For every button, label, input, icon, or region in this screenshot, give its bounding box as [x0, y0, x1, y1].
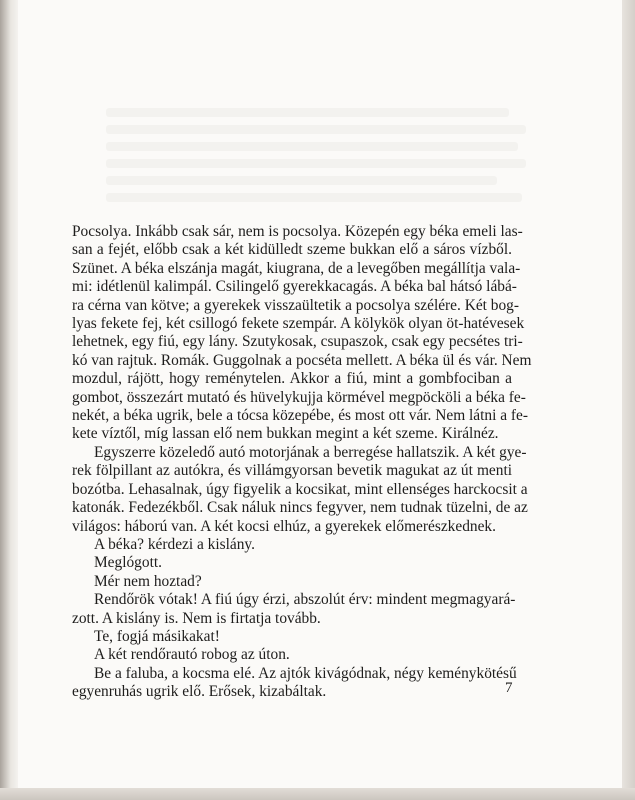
text-line: A béka? kérdezi a kislány.: [94, 535, 255, 553]
page-stack-edge: [622, 0, 635, 800]
page-number: 7: [505, 680, 513, 696]
text-line: Meglógott.: [94, 554, 162, 572]
page-bottom-edge: [0, 788, 635, 800]
text-line: lehetnek, egy fiú, egy lány. Szutykosak, csupaszok, csak egy pecsétes tri-: [72, 333, 523, 351]
text-line: zott. A kislány is. Nem is firtatja tovább.: [72, 609, 321, 627]
book-gutter: [0, 0, 18, 800]
text-line: lyas fekete fej, két csillogó fekete szempár. A kölykök olyan öt-hatévesek: [72, 315, 525, 333]
text-line: rek fölpillant az autókra, és villámgyorsan bevetik magukat az út menti: [72, 462, 512, 480]
text-line: nekét, a béka ugrik, bele a tócsa közepébe, és most ott vár. Nem látni a fe-: [72, 407, 528, 425]
text-line: Te, fogjá másikakat!: [94, 627, 220, 645]
body-text: [72, 223, 532, 702]
text-line: Rendőrök vótak! A fiú úgy érzi, abszolút érv: mindent megmagyará-: [94, 591, 516, 609]
text-line: mi: idétlenül kalimpál. Csilingelő gyerekkacagás. A béka bal hátsó lábá-: [72, 278, 517, 296]
bleed-through-text: [106, 108, 526, 210]
text-line: kó van rajtuk. Romák. Guggolnak a pocséta mellett. A béka ül és vár. Nem: [72, 351, 532, 369]
text-line: Mér nem hoztad?: [94, 572, 202, 590]
text-line: mozdul, rájött, hogy reménytelen. Akkor a fiú, mint a gombfociban a: [72, 370, 512, 388]
text-line: ra cérna van kötve; a gyerekek visszaültetik a pocsolya szélére. Két bog-: [72, 296, 519, 314]
text-line: gombot, összezárt mutató és hüvelykujja körmével megpöcköli a béka fe-: [72, 388, 526, 406]
text-line: A két rendőrautó robog az úton.: [94, 646, 290, 664]
text-line: Szünet. A béka elszánja magát, kiugrana, de a levegőben megállítja vala-: [72, 259, 521, 277]
text-line: katonák. Fedezékből. Csak náluk nincs fegyver, nem tudnak tüzelni, de az: [72, 499, 528, 517]
text-line: san a fejét, előbb csak a két kidülledt szeme bukkan elő a sáros vízből.: [72, 241, 512, 259]
text-line: Be a faluba, a kocsma elé. Az ajtók kivágódnak, négy keménykötésű: [94, 664, 517, 682]
text-line: Egyszerre közeledő autó motorjának a berregése hallatszik. A két gye-: [94, 443, 527, 461]
text-line: egyenruhás ugrik elő. Erősek, kizabáltak.: [72, 683, 327, 701]
text-line: bozótba. Lehasalnak, úgy figyelik a kocsikat, mint ellenséges harckocsit a: [72, 480, 528, 498]
text-line: világos: háború van. A két kocsi elhúz, a gyerekek előmerészkednek.: [72, 517, 496, 535]
text-line: Pocsolya. Inkább csak sár, nem is pocsolya. Közepén egy béka emeli las-: [72, 223, 523, 240]
text-line: kete víztől, míg lassan elő nem bukkan megint a két szeme. Királnéz.: [72, 425, 499, 443]
